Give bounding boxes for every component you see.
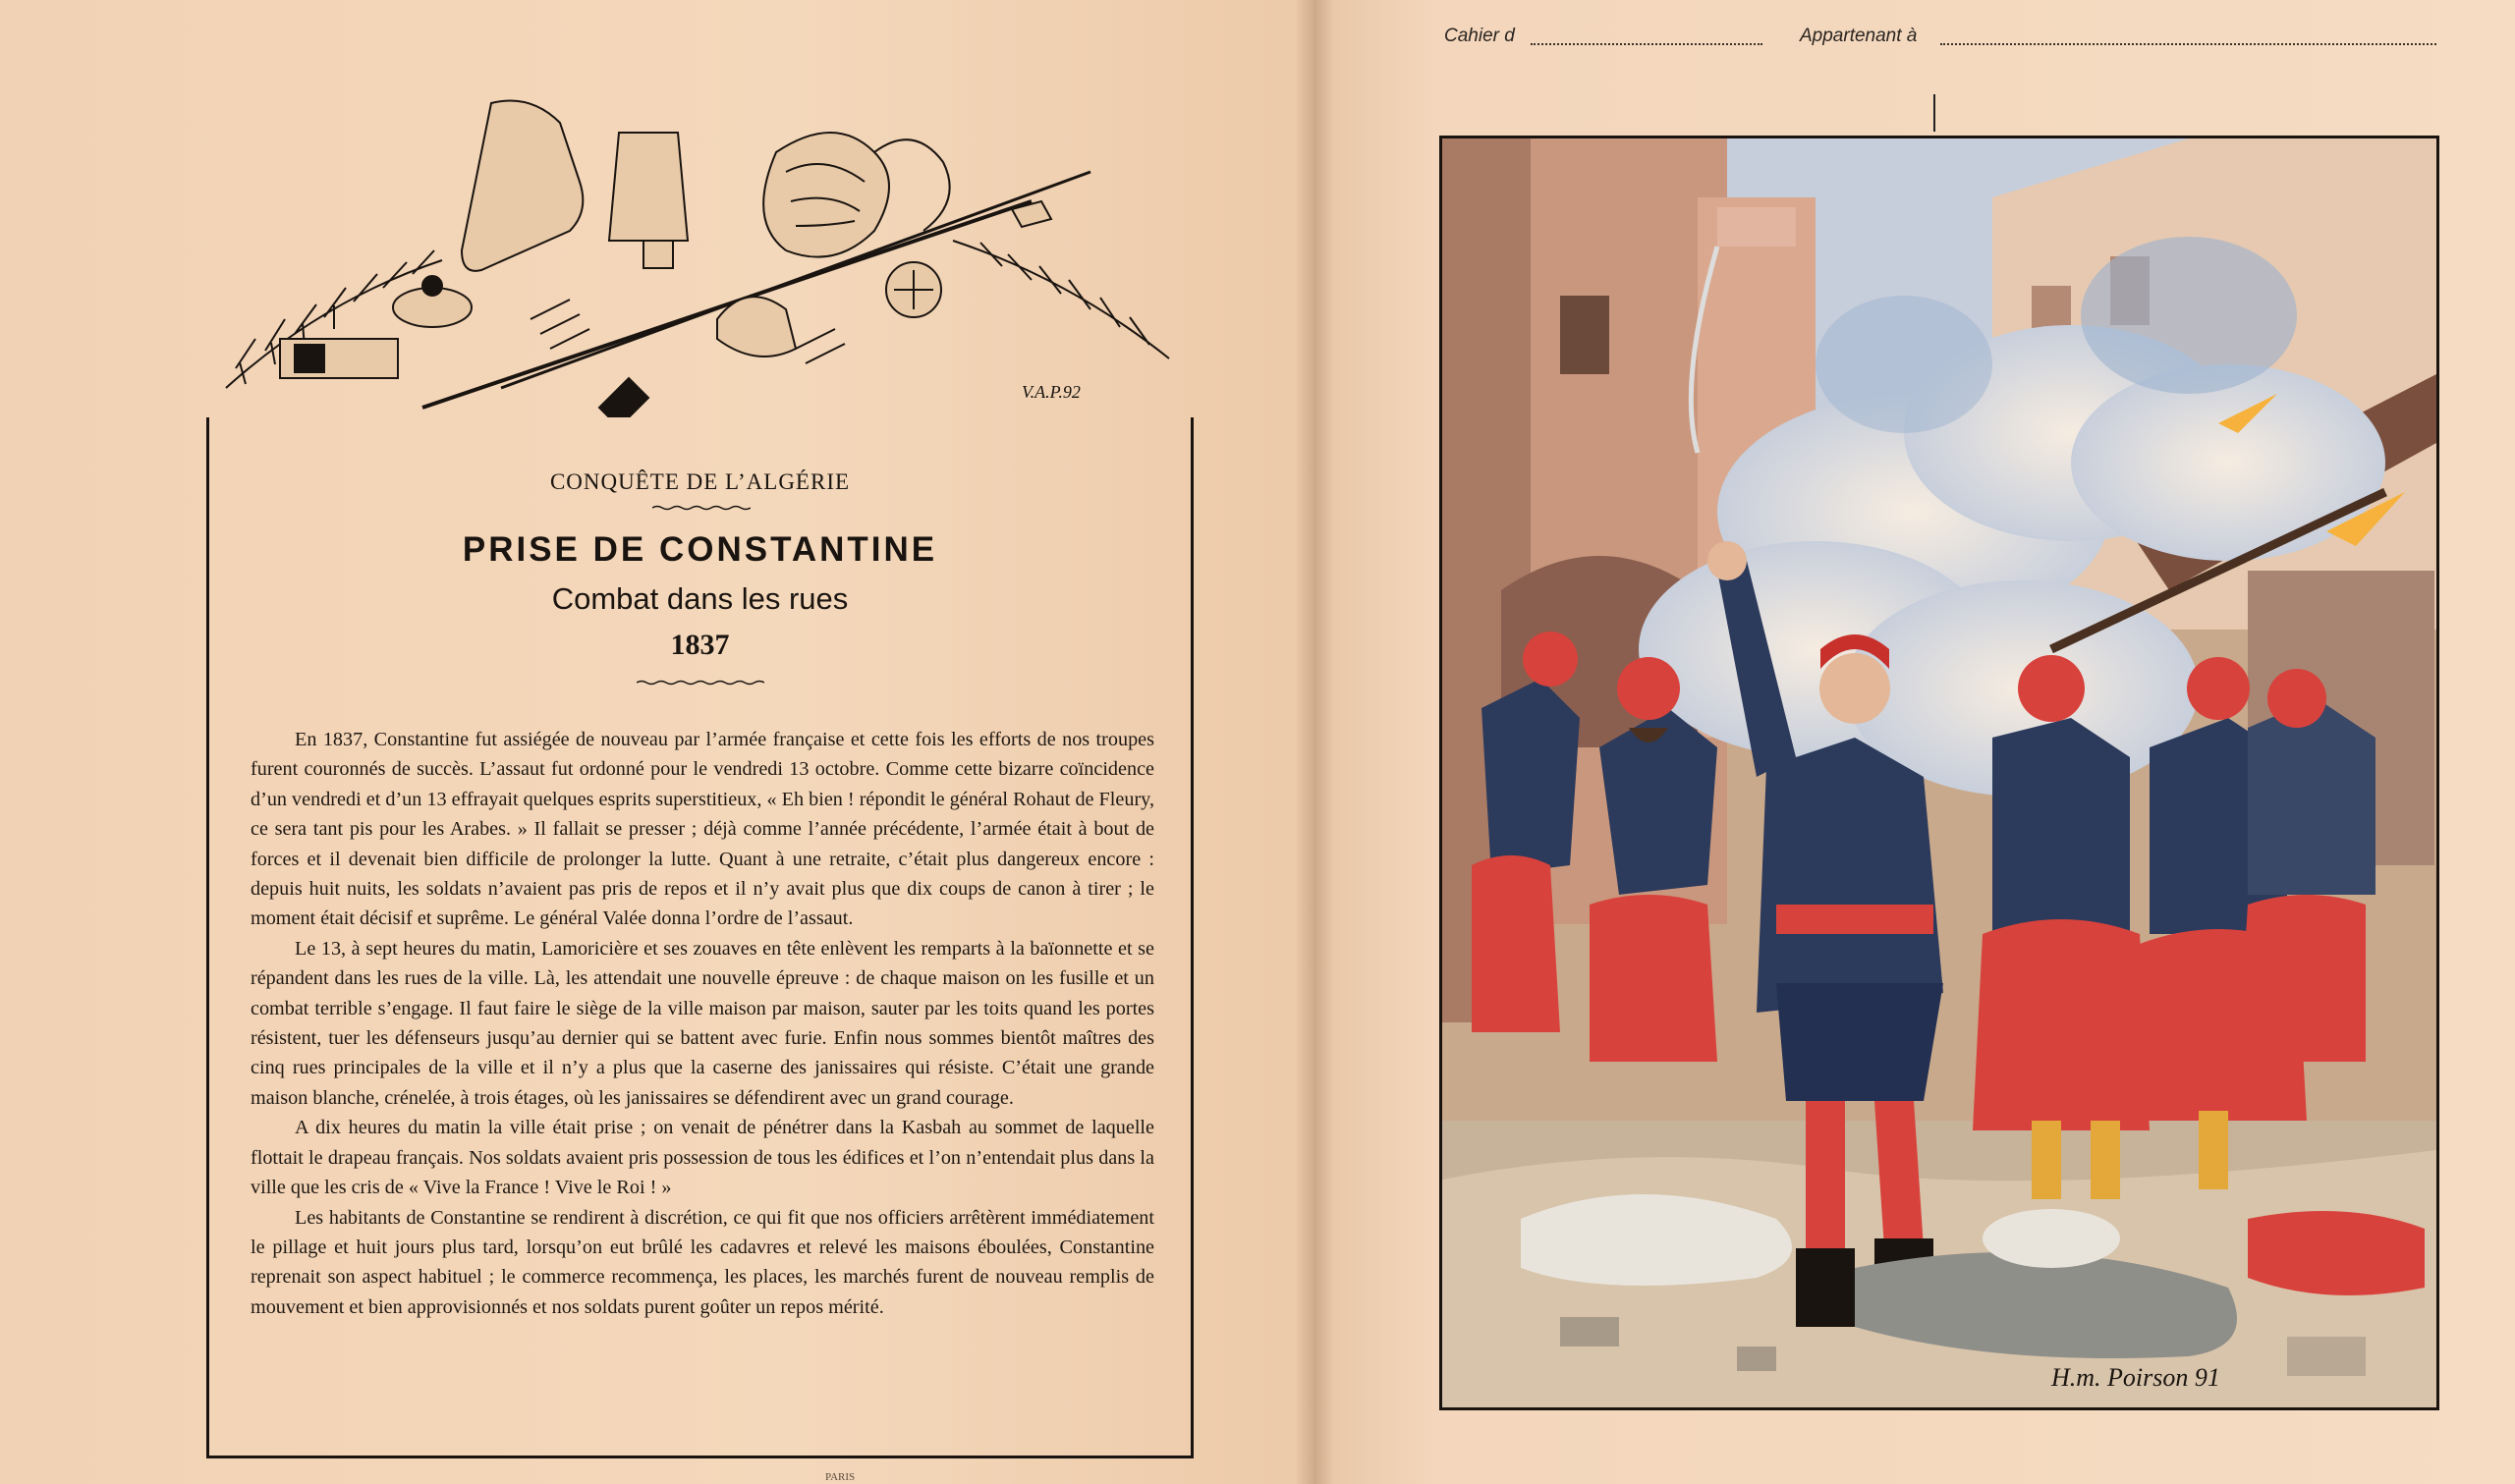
article-kicker: CONQUÊTE DE L’ALGÉRIE	[549, 469, 851, 494]
article-paragraph-2: Le 13, à sept heures du matin, Lamoricière et ses zouaves en tête enlèvent les remparts à la baïonnette et se répandent dans les rues de la ville. Là, les attendait une nouvelle épreuve : de chaque maison on les fusille et un combat terrible s’engage. Il faut faire le siège de la ville maison par maison, sauter par les toits quand les portes résistent, tuer les défenseurs jusqu’au dernier qui se battent avec furie. Enfin nous sommes bientôt maîtres des cinq rues principales de la ville et il n’y a plus que la caserne des janissaires qui résiste. C’était une grande maison blanche, crénelée, à trois étages, où les janissaires se défendirent avec un grand courage.	[251, 937, 1154, 1109]
book-gutter	[1295, 0, 1334, 1484]
appartenant-label: Appartenant à	[1800, 26, 1918, 46]
article-paragraph-4: Les habitants de Constantine se rendirent à discrétion, ce qui fit que nos officiers arrêtèrent immédiatement le pillage et huit jours plus tard, lorsqu’on eut brûlé les cadavres et relevé les maisons éboulées, Constantine reprenait son aspect habituel ; le commerce recommença, les places, les marchés furent de nouveau remplis de mouvement et bien approvisionnés et nos soldats purent goûter un repos mérité.	[251, 1206, 1154, 1318]
article-subtitle: Combat dans les rues	[551, 581, 849, 616]
trophy-vignette	[206, 93, 1189, 417]
cahier-dotted-line	[1531, 43, 1762, 45]
notebook-owner-line	[1444, 26, 2446, 55]
article-title: PRISE DE CONSTANTINE	[462, 530, 938, 569]
article-body	[251, 725, 1154, 1322]
cahier-label: Cahier d	[1444, 26, 1515, 46]
battle-illustration	[1439, 136, 2439, 1410]
vignette-signature: V.A.P.92	[1022, 382, 1081, 402]
article-year: 1837	[670, 629, 730, 661]
appartenant-dotted-line	[1940, 43, 2436, 45]
center-tick-mark	[1933, 94, 1935, 132]
article-paragraph-3: A dix heures du matin la ville était prise ; on venait de pénétrer dans la Kasbah au sommet de laquelle flottait le drapeau français. Nos soldats avaient pris possession de tous les édifices et l’on n’entendait plus dans la ville que les cris de « Vive la France ! Vive le Roi ! »	[251, 1117, 1154, 1199]
ornamental-rule-lower	[637, 680, 764, 686]
illustration-signature: H.m. Poirson 91	[2051, 1363, 2220, 1392]
article-paragraph-1: En 1837, Constantine fut assiégée de nouveau par l’armée française et cette fois les efforts de nos troupes furent couronnés de succès. L’assaut fut ordonné pour le vendredi 13 octobre. Comme cette bizarre coïncidence d’un vendredi et d’un 13 effrayait quelques esprits superstitieux, « Eh bien ! répondit le général Rohaut de Fleury, ce sera tant pis pour les Arabes. » Il fallait se presser ; déjà comme l’année précédente, l’armée était à bout de forces et il devenait bien difficile de prolonger la lutte. Quant à une retraite, c’était plus dangereux encore : depuis huit nuits, les soldats n’avaient pas pris de repos et il n’y avait plus que dix coups de canon à tirer ; le moment était décisif et suprême. Le général Valée donna l’ordre de l’assaut.	[251, 729, 1154, 930]
footer-mark: PARIS	[825, 1471, 856, 1483]
battle-scene	[1442, 138, 2436, 1407]
ornamental-rule	[652, 505, 751, 511]
